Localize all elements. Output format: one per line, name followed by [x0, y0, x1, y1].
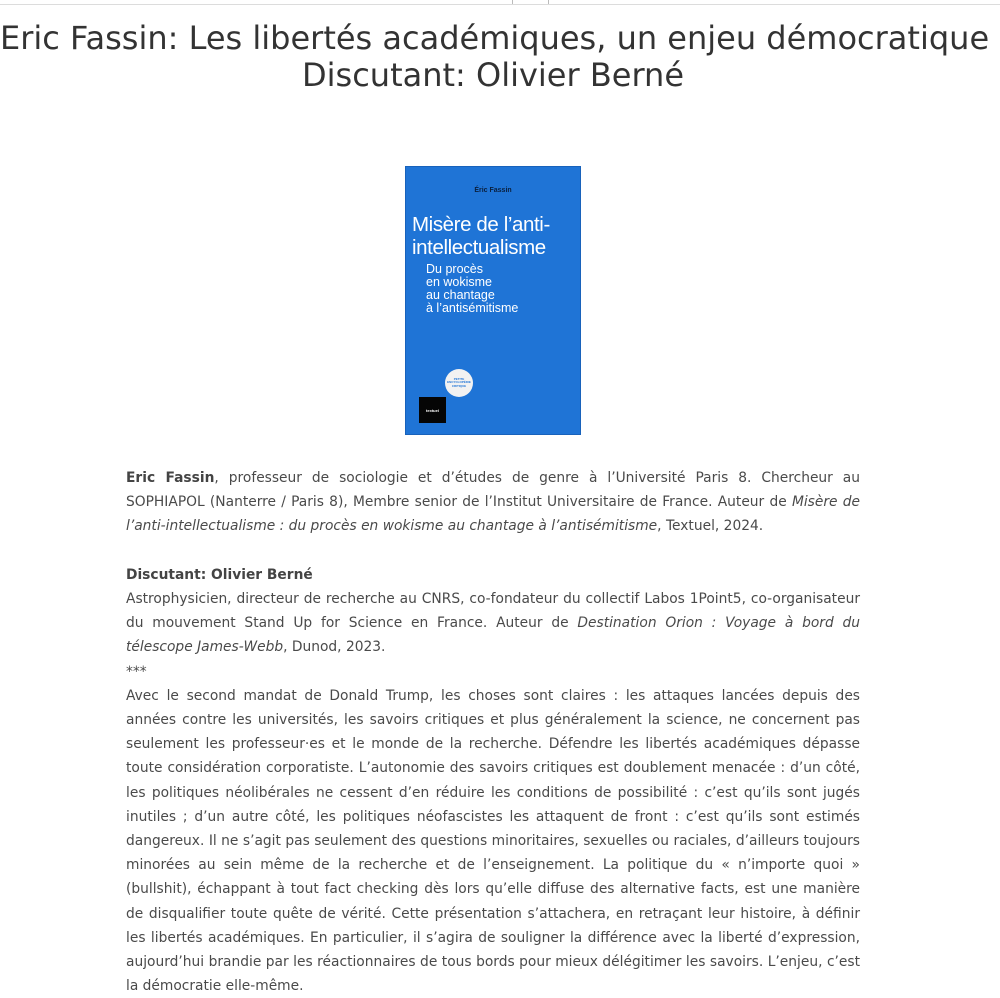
- seal-line1: PETITE: [453, 376, 465, 381]
- speaker-bio-text: , professeur de sociologie et d’études de genre à l’Université Paris 8. Chercheur au SOPHIAPOL (Nanterre / Paris 8), Membre senior de l’Institut Universitaire de France. Auteur de: [126, 470, 861, 511]
- speaker-book-title: Misère de l’anti-intellectualisme : du procès en wokisme au chantage à l’antisémitisme: [126, 494, 860, 535]
- cover-subtitle-line3: au chantage: [426, 288, 495, 302]
- divider-tick: [548, 0, 549, 4]
- abstract-paragraph: Avec le second mandat de Donald Trump, les choses sont claires : les attaques lancées depuis des années contre les universités, les savoirs critiques et plus généralement la science, ne concernent pas seulement les professeur·es et le monde de la recherche. Défendre les libertés académiques dépasse toute considération corporatiste. L’autonomie des savoirs critiques est doublement menacée : d’un côté, les politiques néolibérales ne cessent d’en réduire les conditions de possibilité : c’est qu’ils sont jugés inutiles ; d’un autre côté, les politiques néofascistes les attaquent de front : c’est qu’ils sont estimés dangereux. Il ne s’agit pas seulement des questions minoritaires, sexuelles ou raciales, d’ailleurs toujours minorées au sein même de la recherche et de l’enseignement. La politique du « n’importe quoi » (bullshit), échappant à tout fact checking dès lors qu’elle diffuse des alternative facts, est une manière de disqualifier toute quête de vérité. Cette présentation s’attachera, en retraçant leur histoire, à définir les libertés académiques. En particulier, il s’agira de souligner la différence avec la liberté d’expression, aujourd’hui brandie par les réactionnaires de tous bords pour mieux délégitimer les savoirs. L’enjeu, c’est la démocratie elle-même.: [126, 687, 860, 995]
- speaker-bio: [126, 466, 860, 539]
- discussant-heading: [126, 563, 860, 587]
- cover-subtitle-line1: Du procès: [426, 262, 483, 276]
- speaker-name: Eric Fassin: [126, 470, 215, 486]
- seal-line3: CRITIQUE: [451, 383, 467, 388]
- discussant-bio-end: , Dunod, 2023.: [283, 639, 386, 656]
- cover-title-line1: Misère de l’anti-: [412, 213, 550, 236]
- spacer: [126, 539, 860, 563]
- discussant-book-title: Destination Orion : Voyage à bord du télescope James-Webb: [126, 615, 860, 656]
- cover-subtitle-line4: à l’antisémitisme: [426, 301, 519, 315]
- cover-author: Éric Fassin: [474, 187, 512, 194]
- article-body: [126, 466, 860, 998]
- book-cover-image: [406, 167, 580, 434]
- cover-title-line2: intellectualisme: [412, 236, 546, 259]
- page-title: [0, 19, 990, 94]
- discussant-heading-text: Discutant: Olivier Berné: [126, 566, 313, 583]
- page-title-line1: Eric Fassin: Les libertés académiques, un enjeu démocratique: [0, 19, 990, 57]
- cover-subtitle-line2: en wokisme: [426, 275, 492, 289]
- section-separator: ***: [126, 663, 147, 680]
- cover-subtitle: [426, 263, 576, 315]
- discussant-bio-text: Astrophysicien, directeur de recherche au CNRS, co-fondateur du collectif Labos 1Point5, co-organisateur du mouvement Stand Up for Science en France. Auteur de: [126, 591, 860, 632]
- seal-line2: ENCYCLOPÉDIE: [447, 380, 471, 385]
- cover-publisher-logo: textuel: [419, 397, 446, 423]
- top-divider: [0, 4, 1000, 5]
- cover-title: [412, 213, 580, 259]
- page-title-line2: Discutant: Olivier Berné: [301, 56, 685, 94]
- divider-tick: [512, 0, 513, 4]
- speaker-bio-end: , Textuel, 2024.: [657, 518, 764, 535]
- discussant-bio: [126, 587, 860, 660]
- cover-collection-seal: [445, 369, 473, 397]
